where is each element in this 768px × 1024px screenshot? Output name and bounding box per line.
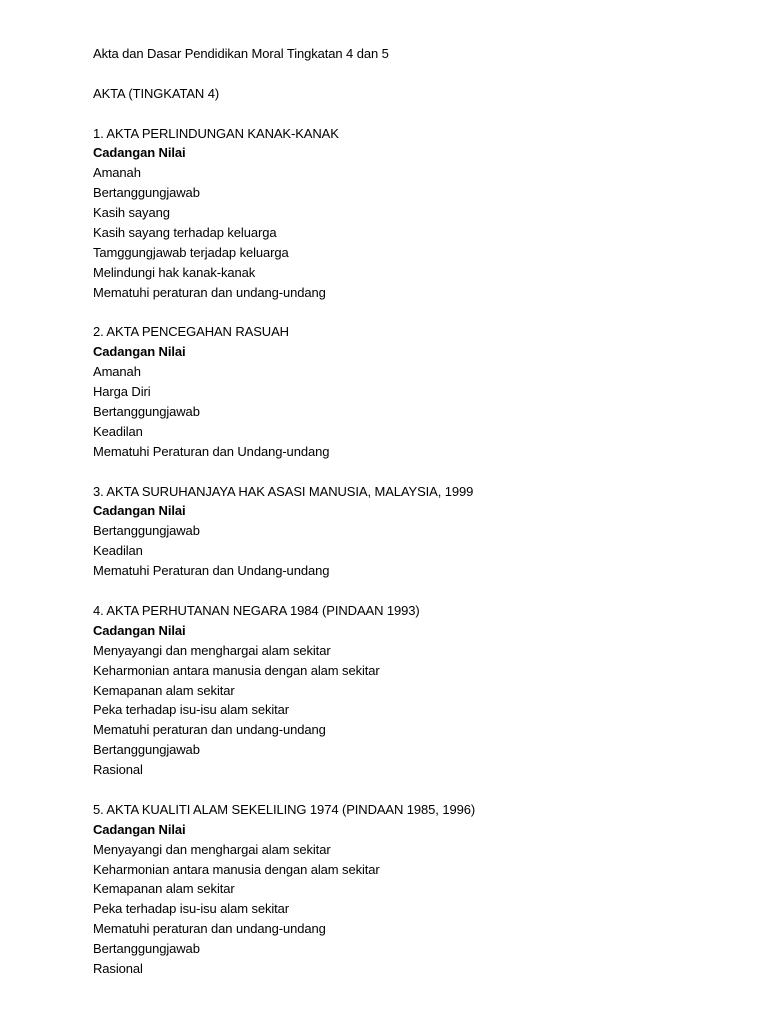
value-item: Bertanggungjawab: [93, 742, 200, 758]
values-label: Cadangan Nilai: [93, 145, 186, 161]
values-label: Cadangan Nilai: [93, 503, 186, 519]
act-section: [93, 322, 713, 481]
values-label: Cadangan Nilai: [93, 622, 186, 638]
act-section: [93, 482, 713, 601]
spacer: [93, 462, 713, 482]
value-item: Keadilan: [93, 423, 143, 439]
value-item: Bertanggungjawab: [93, 404, 200, 420]
value-item: Bertanggungjawab: [93, 523, 200, 539]
spacer: [93, 780, 713, 800]
value-item: Peka terhadap isu-isu alam sekitar: [93, 901, 290, 917]
value-item: Tamggungjawab terjadap keluarga: [93, 244, 289, 260]
values-label: Cadangan Nilai: [93, 821, 186, 837]
value-item: Mematuhi peraturan dan undang-undang: [93, 722, 326, 738]
sections-list: [93, 124, 713, 979]
value-item: Rasional: [93, 960, 143, 976]
document-body: [93, 44, 713, 979]
value-item: Keharmonian antara manusia dengan alam sekitar: [93, 861, 380, 877]
spacer: [93, 303, 713, 323]
value-item: Kasih sayang terhadap keluarga: [93, 225, 277, 241]
values-label: Cadangan Nilai: [93, 344, 186, 360]
value-item: Bertanggungjawab: [93, 185, 200, 201]
value-item: Melindungi hak kanak-kanak: [93, 264, 256, 280]
document-title: Akta dan Dasar Pendidikan Moral Tingkatan 4 dan 5: [93, 46, 389, 61]
value-item: Menyayangi dan menghargai alam sekitar: [93, 841, 331, 857]
value-item: Amanah: [93, 165, 141, 181]
value-item: Bertanggungjawab: [93, 941, 200, 957]
act-heading: 1. AKTA PERLINDUNGAN KANAK-KANAK: [93, 125, 339, 141]
act-section: [93, 601, 713, 800]
spacer: [93, 104, 713, 124]
spacer: [93, 581, 713, 601]
value-item: Kemapanan alam sekitar: [93, 682, 235, 698]
act-heading: 3. AKTA SURUHANJAYA HAK ASASI MANUSIA, MALAYSIA, 1999: [93, 483, 474, 499]
value-item: Mematuhi peraturan dan undang-undang: [93, 921, 326, 937]
value-item: Keadilan: [93, 543, 143, 559]
value-item: Kasih sayang: [93, 205, 170, 221]
act-heading: 2. AKTA PENCEGAHAN RASUAH: [93, 324, 289, 340]
value-item: Mematuhi Peraturan dan Undang-undang: [93, 443, 330, 459]
value-item: Peka terhadap isu-isu alam sekitar: [93, 702, 290, 718]
act-heading: 4. AKTA PERHUTANAN NEGARA 1984 (PINDAAN 1993): [93, 602, 420, 618]
value-item: Rasional: [93, 762, 143, 778]
act-section: [93, 124, 713, 323]
value-item: Mematuhi peraturan dan undang-undang: [93, 284, 326, 300]
document-subtitle: AKTA (TINGKATAN 4): [93, 85, 220, 101]
value-item: Menyayangi dan menghargai alam sekitar: [93, 642, 331, 658]
act-heading: 5. AKTA KUALITI ALAM SEKELILING 1974 (PINDAAN 1985, 1996): [93, 801, 476, 817]
act-section: [93, 800, 713, 979]
value-item: Kemapanan alam sekitar: [93, 881, 235, 897]
value-item: Harga Diri: [93, 384, 151, 400]
spacer: [93, 64, 713, 84]
value-item: Amanah: [93, 364, 141, 380]
value-item: Mematuhi Peraturan dan Undang-undang: [93, 563, 330, 579]
value-item: Keharmonian antara manusia dengan alam sekitar: [93, 662, 380, 678]
